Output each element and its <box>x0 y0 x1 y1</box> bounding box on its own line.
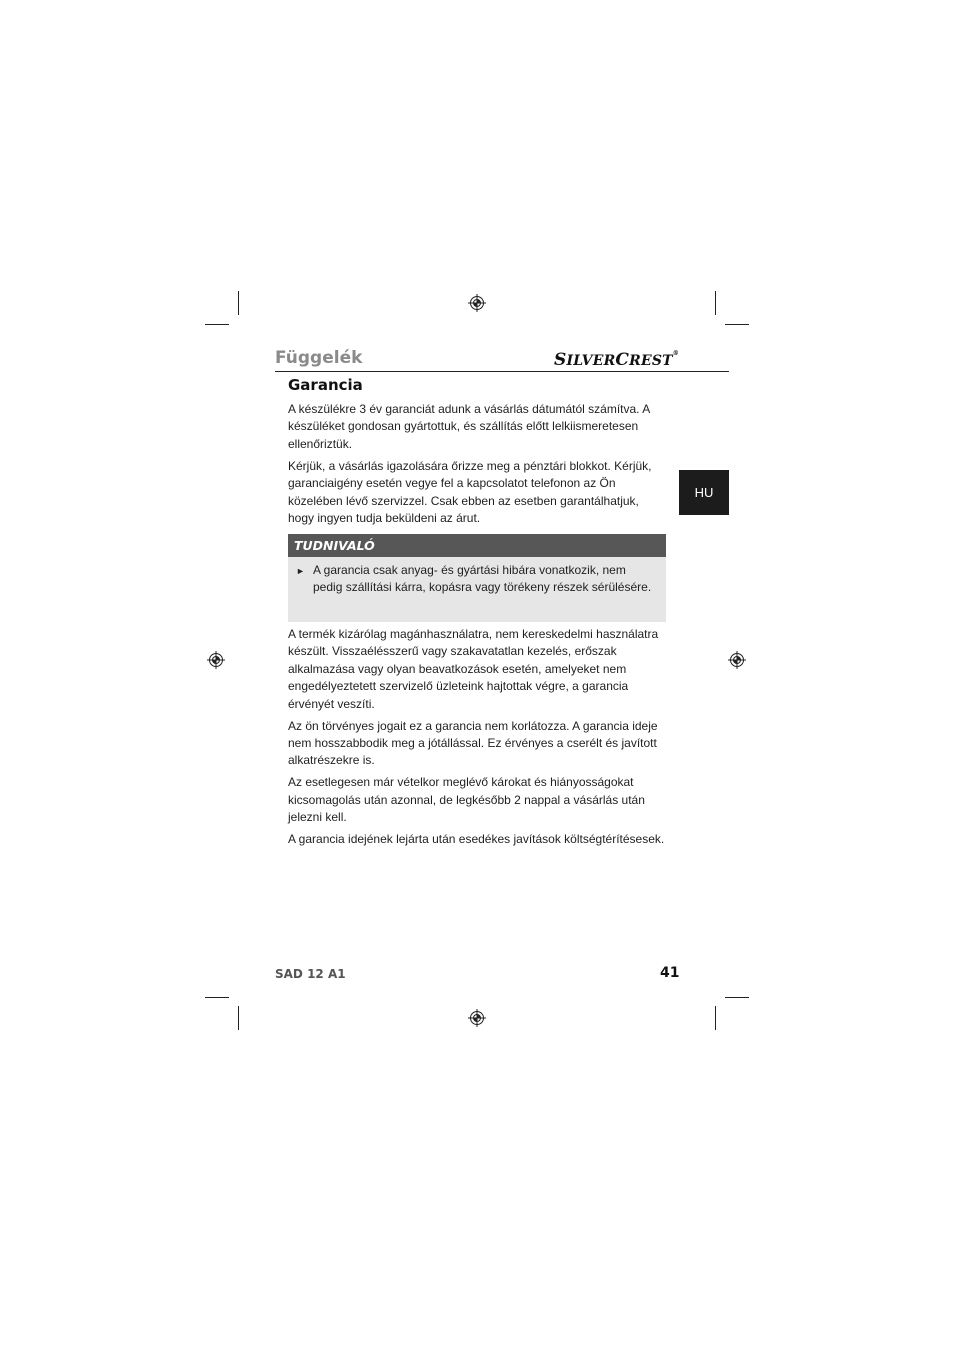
crop-mark <box>205 324 229 325</box>
note-text: A garancia csak anyag- és gyártási hibára vonatkozik, nem pedig szállítási kárra, kopásra vagy törékeny részek sérülésére. <box>313 563 652 595</box>
crop-mark <box>238 1006 239 1030</box>
paragraph: Az ön törvényes jogait ez a garancia nem korlátozza. A garancia ideje nem hosszabbodik meg a jótállással. Ez érvényes a cserélt és javított alkatrészekre is. <box>288 718 658 768</box>
section-title: Függelék <box>275 348 363 368</box>
paragraph: A garancia idejének lejárta után esedékes javítások költségtérítésesek. <box>288 831 665 846</box>
note-box <box>288 534 666 622</box>
note-body <box>288 557 666 622</box>
crop-mark <box>205 997 229 998</box>
registration-mark-icon <box>468 294 486 312</box>
header-rule <box>275 371 729 372</box>
bullet-arrow-icon: ► <box>296 566 305 576</box>
crop-mark <box>725 997 749 998</box>
page-heading: Garancia <box>288 376 363 394</box>
crop-mark <box>238 291 239 315</box>
body-text-top <box>288 401 666 532</box>
brand-logo: SILVERCREST® <box>554 350 679 370</box>
paragraph: A készülékre 3 év garanciát adunk a vásárlás dátumától számítva. A készüléket gondosan gyártottuk, és szállítás előtt lelkiismeretesen ellenőriztük. <box>288 402 650 451</box>
footer-model: SAD 12 A1 <box>275 967 346 981</box>
crop-mark <box>715 291 716 315</box>
page-number: 41 <box>660 965 680 981</box>
crop-mark <box>715 1006 716 1030</box>
paragraph: Az esetlegesen már vételkor meglévő károkat és hiányosságokat kicsomagolás után azonnal, de legkésőbb 2 nappal a vásárlás után jelezni kell. <box>288 775 645 825</box>
registration-mark-icon <box>468 1009 486 1027</box>
paragraph: Kérjük, a vásárlás igazolására őrizze meg a pénztári blokkot. Kérjük, garanciaigény esetén vegye fel a kapcsolatot telefonon az Ön közelében lévő szervizzel. Csak ebben az esetben garantálhatjuk, hogy ingyen tudja beküldeni az árut. <box>288 458 652 525</box>
paragraph: A termék kizárólag magánhasználatra, nem kereskedelmi használatra készült. Visszaélésszerű vagy szakavatatlan kezelés, erőszak alkalmazása vagy olyan beavatkozások esetén, amelyeket nem engedélyeztetett szervizelő üzleteink hajtottak végre, a garancia érvényét veszíti. <box>288 627 659 711</box>
registration-mark-icon <box>207 651 225 669</box>
body-text-bottom <box>288 626 666 853</box>
registration-mark-icon <box>728 651 746 669</box>
crop-mark <box>725 324 749 325</box>
language-tab: HU <box>679 470 729 515</box>
note-title: TUDNIVALÓ <box>288 534 666 557</box>
